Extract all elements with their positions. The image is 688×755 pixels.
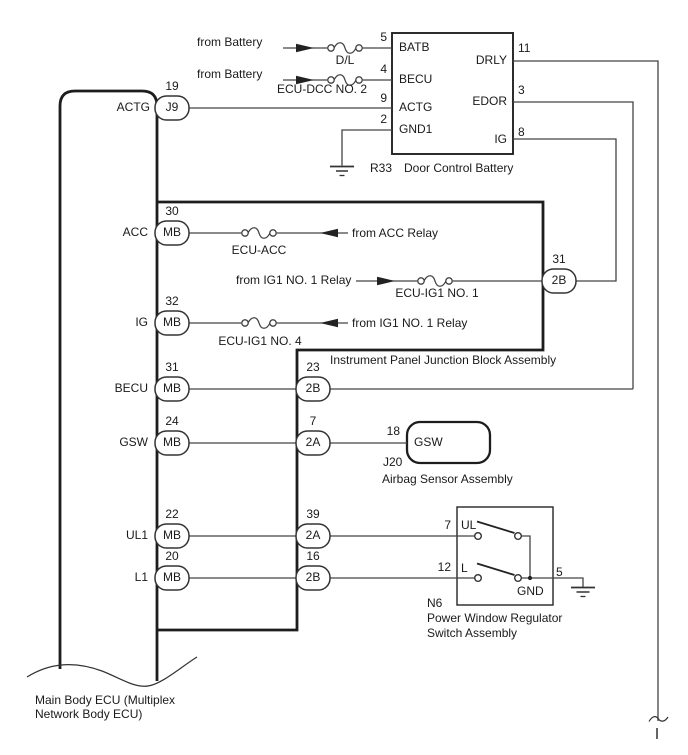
2b23-pin-number: 23 (306, 360, 320, 374)
wire-edor (513, 102, 633, 389)
fuse-ig1-no1-label: ECU-IG1 NO. 1 (395, 286, 479, 300)
switch-name-line1: Power Window Regulator (427, 611, 563, 625)
r33-port-drly: DRLY (475, 53, 507, 67)
fuse-dl-terminal (356, 45, 362, 51)
r33-port-ig: IG (494, 132, 507, 146)
switch-ul-pin-number: 7 (444, 518, 451, 532)
fuse-ig1-no4-label: ECU-IG1 NO. 4 (218, 334, 302, 348)
ecu-port-gsw-label: GSW (119, 435, 148, 449)
fuse-ig1-terminal (418, 278, 424, 284)
ecu-port-l1-label: L1 (134, 570, 148, 584)
2a7-pin-number: 7 (309, 414, 317, 428)
ecu-break-wave (27, 657, 197, 686)
switch-contact (475, 575, 482, 582)
j9-connector-label: J9 (165, 100, 179, 114)
r33-port-batb: BATB (399, 40, 430, 54)
mb30-pin-number: 30 (165, 204, 179, 218)
2b31-pin-number: 31 (552, 252, 566, 266)
r33-pin9: 9 (380, 91, 387, 105)
ecu-name-line1: Main Body ECU (Multiplex (35, 693, 176, 707)
fuse-acc-terminal (270, 230, 276, 236)
r33-pin8: 8 (518, 125, 525, 139)
ecu-port-actg-label: ACTG (116, 100, 150, 114)
switch-gnd-pin-number: 5 (556, 565, 563, 579)
fuse-acc-terminal (242, 230, 248, 236)
2a7-connector-label: 2A (305, 435, 321, 449)
feed-from-acc-relay: from ACC Relay (352, 226, 439, 240)
mb22-pin-number: 22 (165, 507, 179, 521)
r33-pin4: 4 (380, 62, 387, 76)
ul-switch-blade (477, 522, 515, 534)
switch-contact (515, 575, 522, 582)
fuse-dcc2-label: ECU-DCC NO. 2 (276, 82, 367, 96)
arrow-right-icon (296, 44, 314, 53)
r33-port-actg: ACTG (399, 100, 433, 114)
mb22-connector-label: MB (163, 528, 181, 542)
l-switch-blade (477, 564, 515, 576)
2a39-pin-number: 39 (306, 507, 320, 521)
fuse-acc-wave (248, 228, 270, 239)
airbag-code: J20 (383, 455, 403, 469)
fuse-dl-wave (334, 43, 356, 54)
switch-name-line2: Switch Assembly (427, 626, 518, 640)
ecu-port-ul1-label: UL1 (125, 528, 148, 542)
2b23-connector-label: 2B (305, 381, 321, 395)
wire-junction-dot (528, 576, 532, 580)
fuse-dl-label: D/L (335, 53, 355, 67)
mb32-pin-number: 32 (165, 294, 179, 308)
mb32-connector-label: MB (163, 315, 181, 329)
r33-name: Door Control Battery (404, 161, 514, 175)
2b16-connector-label: 2B (305, 570, 321, 584)
2b31-connector-label: 2B (551, 273, 567, 287)
arrow-right-icon (377, 277, 395, 286)
airbag-name: Airbag Sensor Assembly (382, 472, 513, 486)
switch-l-label: L (461, 561, 468, 575)
fuse-ig4-terminal (270, 320, 276, 326)
r33-pin2: 2 (380, 112, 387, 126)
switch-ul-label: UL (461, 518, 477, 532)
airbag-pin-number: 18 (386, 424, 400, 438)
arrow-left-icon (320, 319, 338, 328)
2a39-connector-label: 2A (305, 528, 321, 542)
ecu-port-ig-label: IG (135, 315, 148, 329)
fuse-dl-terminal (328, 45, 334, 51)
fuse-ig4-wave (248, 318, 270, 329)
r33-port-gnd1: GND1 (399, 122, 433, 136)
arrow-left-icon (320, 229, 338, 238)
airbag-port-gsw: GSW (414, 435, 443, 449)
mb24-connector-label: MB (163, 435, 181, 449)
feed-from-ig1-relay-1: from IG1 NO. 1 Relay (236, 273, 352, 287)
mb31-pin-number: 31 (165, 360, 179, 374)
fuse-ig1-terminal (446, 278, 452, 284)
feed-from-battery-1: from Battery (197, 35, 263, 49)
2b16-pin-number: 16 (306, 549, 320, 563)
wire-ul-switch-output (521, 536, 530, 578)
r33-pin11: 11 (518, 41, 531, 55)
mb31-connector-label: MB (163, 381, 181, 395)
r33-port-becu: BECU (399, 72, 433, 86)
switch-l-pin-number: 12 (437, 560, 451, 574)
ecu-port-acc-label: ACC (122, 225, 148, 239)
fuse-ig1-wave (424, 276, 446, 287)
switch-contact (515, 533, 522, 540)
j9-pin-number: 19 (165, 79, 179, 93)
feed-from-battery-2: from Battery (197, 67, 263, 81)
r33-port-edor: EDOR (472, 94, 507, 108)
switch-code: N6 (427, 596, 443, 610)
mb24-pin-number: 24 (165, 414, 179, 428)
fuse-acc-label: ECU-ACC (231, 243, 287, 257)
mb20-pin-number: 20 (165, 549, 179, 563)
feed-from-ig1-relay-2: from IG1 NO. 1 Relay (352, 316, 468, 330)
fuse-ig4-terminal (242, 320, 248, 326)
mb20-connector-label: MB (163, 570, 181, 584)
mb30-connector-label: MB (163, 225, 181, 239)
r33-code: R33 (370, 161, 393, 175)
ecu-port-becu-label: BECU (114, 381, 148, 395)
r33-pin5: 5 (380, 30, 387, 44)
switch-gnd-label: GND (517, 584, 544, 598)
r33-pin3: 3 (518, 83, 525, 97)
ecu-name-line2: Network Body ECU) (35, 707, 143, 721)
switch-contact (475, 533, 482, 540)
junction-block-name: Instrument Panel Junction Block Assembly (330, 353, 557, 367)
